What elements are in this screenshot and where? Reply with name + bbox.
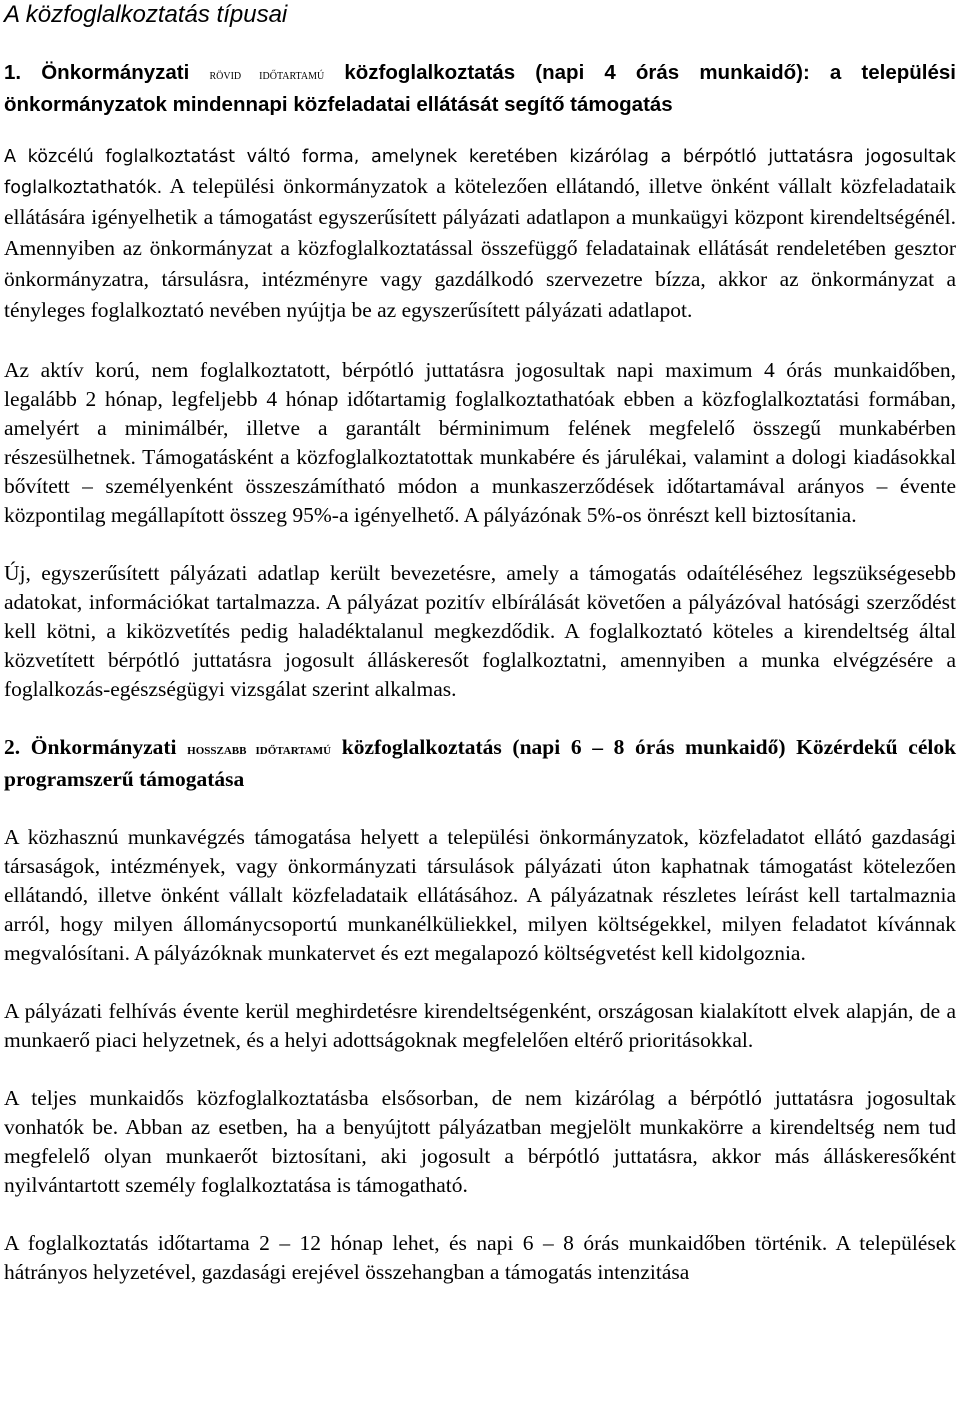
paragraph-2: Az aktív korú, nem foglalkoztatott, bérpótló juttatásra jogosultak napi maximum 4 órás munkaidőben, legalább 2 hónap, legfeljebb 4 hónap időtartamig foglalkoztathatóak ebben a közfoglalkoztatási formában, amelyért a minimálbér, illetve a garantált bérminimum felének megfelelő összegű munkabérben részesülhetnek. Támogatásként a közfoglalkoztatottak munkabére és járulékai, valamint a dologi kiadásokkal bővített – személyenként összeszámítható módon a munkaszerződések időtartamával arányos – évente központilag megállapított összeg 95%-a igényelhető. A pályázónak 5%-os önrészt kell biztosítania. [4, 358, 956, 527]
section-1-rest: közfoglalkoztatás (napi 4 órás munkaidő): a települési önkormányzatok mindennapi közfeladatai ellátását segítő támogatás [4, 61, 956, 116]
paragraph-7: A foglalkoztatás időtartama 2 – 12 hónap lehet, és napi 6 – 8 órás munkaidőben történik. A települések hátrányos helyzetével, gazdasági erejével összehangban a támogatás intenzitása [4, 1231, 956, 1284]
section-1-number: 1. [4, 61, 22, 84]
paragraph-1-serif: A települési önkormányzatok a kötelezően ellátandó, illetve önként vállalt közfeladataik ellátására igényelhetik a támogatást egyszerűsített pályázati adatlapon a munkaügyi központ kirendeltségénél. Amennyiben az önkormányzat a közfoglalkoztatással összefüggő feladatainak ellátását rendeletében gesztor önkormányzatra, társulásra, intézményre vagy gazdálkodó szervezetre bízza, akkor az önkormányzat a tényleges foglalkoztató nevében nyújtja be az egyszerűsített pályázati adatlapot. [4, 174, 956, 322]
paragraph-1 [4, 143, 956, 327]
paragraph-5: A pályázati felhívás évente kerül meghirdetésre kirendeltségenként, országosan kialakított elvek alapján, de a munkaerő piaci helyzetnek, és a helyi adottságoknak megfelelően eltérő prioritásokkal. [4, 999, 956, 1052]
section-2-number: 2. [4, 735, 21, 759]
paragraph-1-sans: A közcélú foglalkoztatást váltó forma, amelynek keretében kizárólag a bérpótló juttatásra jogosultak foglalkoztathatók. [4, 147, 956, 198]
section-2-heading [4, 733, 956, 794]
section-1-caps: rövid időtartamú [209, 67, 325, 83]
section-1-heading [4, 58, 956, 119]
section-2-rest: közfoglalkoztatás (napi 6 – 8 órás munkaidő) Közérdekű célok programszerű támogatása [4, 735, 957, 791]
section-2-caps: hosszabb időtartamú [187, 742, 332, 758]
section-2-lead: Önkormányzati [30, 735, 177, 759]
page-title: A közfoglalkoztatás típusai [4, 1, 288, 28]
paragraph-3: Új, egyszerűsített pályázati adatlap került bevezetésre, amely a támogatás odaítéléséhez legszükségesebb adatokat, információkat tartalmazza. A pályázat pozitív elbírálását követően a pályázóval hatósági szerződést kell kötni, a kiközvetítés pedig haladéktalanul megkezdődik. A foglalkoztató köteles a kirendeltség által közvetített bérpótló juttatásra jogosult álláskeresőt foglalkoztatni, amennyiben a munka elvégzésére a foglalkozás-egészségügyi vizsgálat szerint alkalmas. [4, 561, 956, 701]
document-page [4, 0, 956, 1287]
section-1-lead: Önkormányzati [41, 61, 190, 84]
paragraph-6: A teljes munkaidős közfoglalkoztatásba elsősorban, de nem kizárólag a bérpótló juttatásra jogosultak vonhatók be. Abban az esetben, ha a benyújtott pályázatban megjelölt munkakörre a kirendeltség nem tud megfelelő olyan munkaerőt biztosítani, aki jogosult a bérpótló juttatásra, akkor más álláskeresőként nyilvántartott személy foglalkoztatása is támogatható. [4, 1086, 956, 1197]
paragraph-4: A közhasznú munkavégzés támogatása helyett a települési önkormányzatok, közfeladatot ellátó gazdasági társaságok, intézmények, vagy önkormányzati társulások pályázati úton kaphatnak támogatást kötelezően ellátandó, illetve önként vállalt közfeladataik ellátásához. A pályázatnak részletes leírást kell tartalmaznia arról, hogy milyen állománycsoportú munkanélküliekkel, milyen költségekkel, milyen feladatot kívánnak megvalósítani. A pályázóknak munkatervet és ezt megalapozó költségvetést kell kidolgoznia. [4, 825, 956, 965]
